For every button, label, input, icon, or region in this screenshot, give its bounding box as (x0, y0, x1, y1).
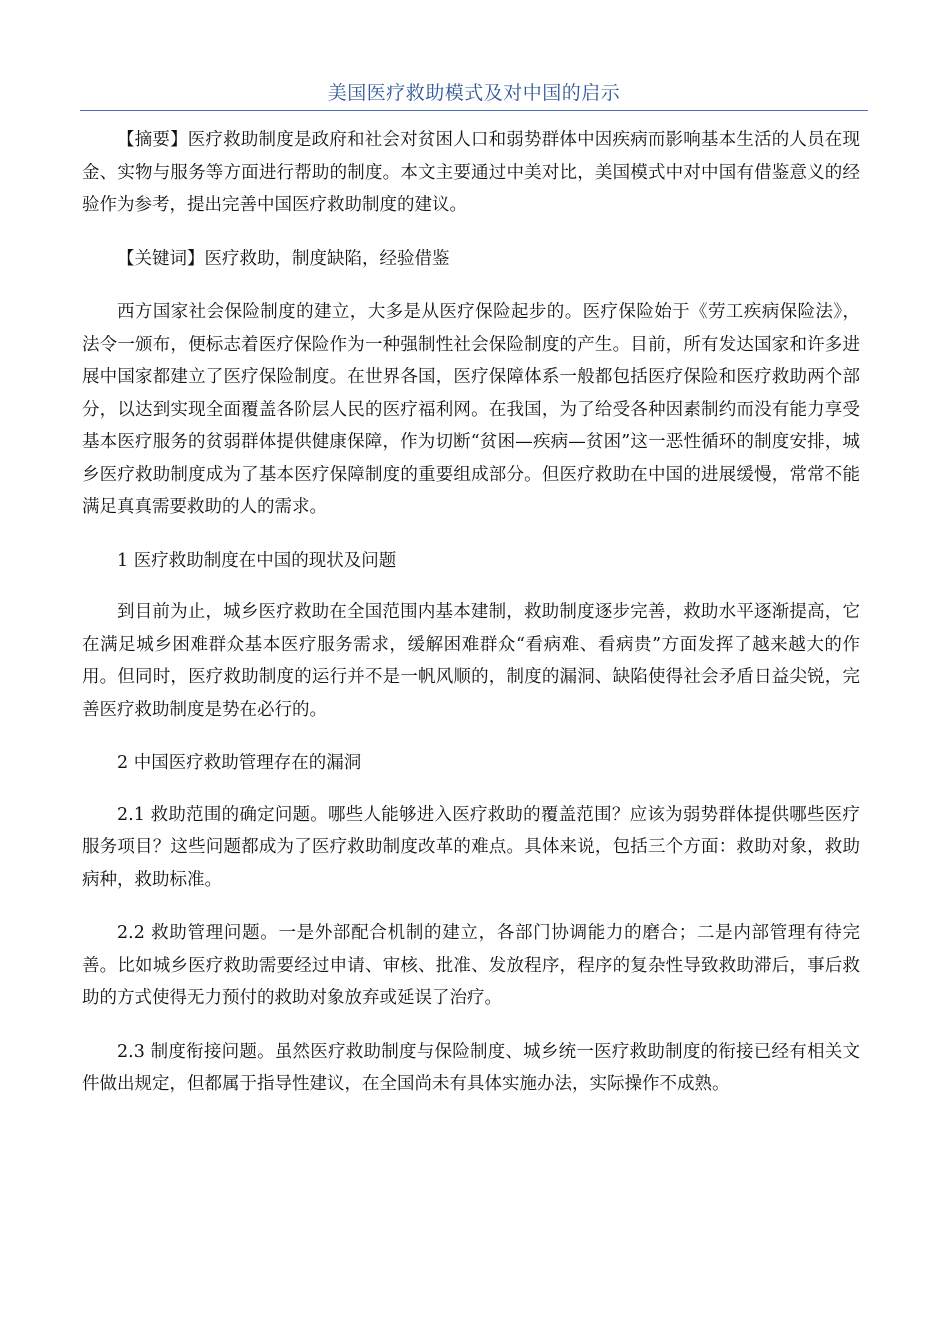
article-body (82, 124, 860, 1122)
page-title: 美国医疗救助模式及对中国的启示 (327, 82, 621, 104)
section-heading-1: 1 医疗救助制度在中国的现状及问题 (117, 550, 397, 571)
page-header (80, 78, 868, 111)
section-heading-2: 2 中国医疗救助管理存在的漏洞 (117, 753, 362, 773)
keywords-paragraph: 【关键词】医疗救助，制度缺陷，经验借鉴 (117, 248, 450, 269)
section-2-1-paragraph: 2.1 救助范围的确定问题。哪些人能够进入医疗救助的覆盖范围？应该为弱势群体提供哪些医疗服务项目？这些问题都成为了医疗救助制度改革的难点。具体来说，包括三个方面：救助对象，救助病种，救助标准。 (82, 804, 860, 890)
section-1-paragraph: 到目前为止，城乡医疗救助在全国范围内基本建制，救助制度逐步完善，救助水平逐渐提高，它在满足城乡困难群众基本医疗服务需求，缓解困难群众“看病难、看病贵”方面发挥了越来越大的作用。但同时，医疗救助制度的运行并不是一帆风顺的，制度的漏洞、缺陷使得社会矛盾日益尖锐，完善医疗救助制度是势在必行的。 (82, 602, 860, 720)
abstract-paragraph: 【摘要】医疗救助制度是政府和社会对贫困人口和弱势群体中因疾病而影响基本生活的人员在现金、实物与服务等方面进行帮助的制度。本文主要通过中美对比，美国模式中对中国有借鉴意义的经验作为参考，提出完善中国医疗救助制度的建议。 (82, 130, 860, 215)
section-2-3-paragraph: 2.3 制度衔接问题。虽然医疗救助制度与保险制度、城乡统一医疗救助制度的衔接已经有相关文件做出规定，但都属于指导性建议，在全国尚未有具体实施办法，实际操作不成熟。 (82, 1041, 860, 1094)
intro-paragraph: 西方国家社会保险制度的建立，大多是从医疗保险起步的。医疗保险始于《劳工疾病保险法》，法令一颁布，便标志着医疗保险作为一种强制性社会保险制度的产生。目前，所有发达国家和许多进展中国家都建立了医疗保险制度。在世界各国，医疗保障体系一般都包括医疗保险和医疗救助两个部分，以达到实现全面覆盖各阶层人民的医疗福利网。在我国，为了给受各种因素制约而没有能力享受基本医疗服务的贫弱群体提供健康保障，作为切断“贫困—疾病—贫困”这一恶性循环的制度安排，城乡医疗救助制度成为了基本医疗保障制度的重要组成部分。但医疗救助在中国的进展缓慢，常常不能满足真真需要救助的人的需求。 (82, 302, 860, 517)
section-2-2-paragraph: 2.2 救助管理问题。一是外部配合机制的建立，各部门协调能力的磨合；二是内部管理有待完善。比如城乡医疗救助需要经过申请、审核、批准、发放程序，程序的复杂性导致救助滞后，事后救助的方式使得无力预付的救助对象放弃或延误了治疗。 (82, 923, 860, 1008)
